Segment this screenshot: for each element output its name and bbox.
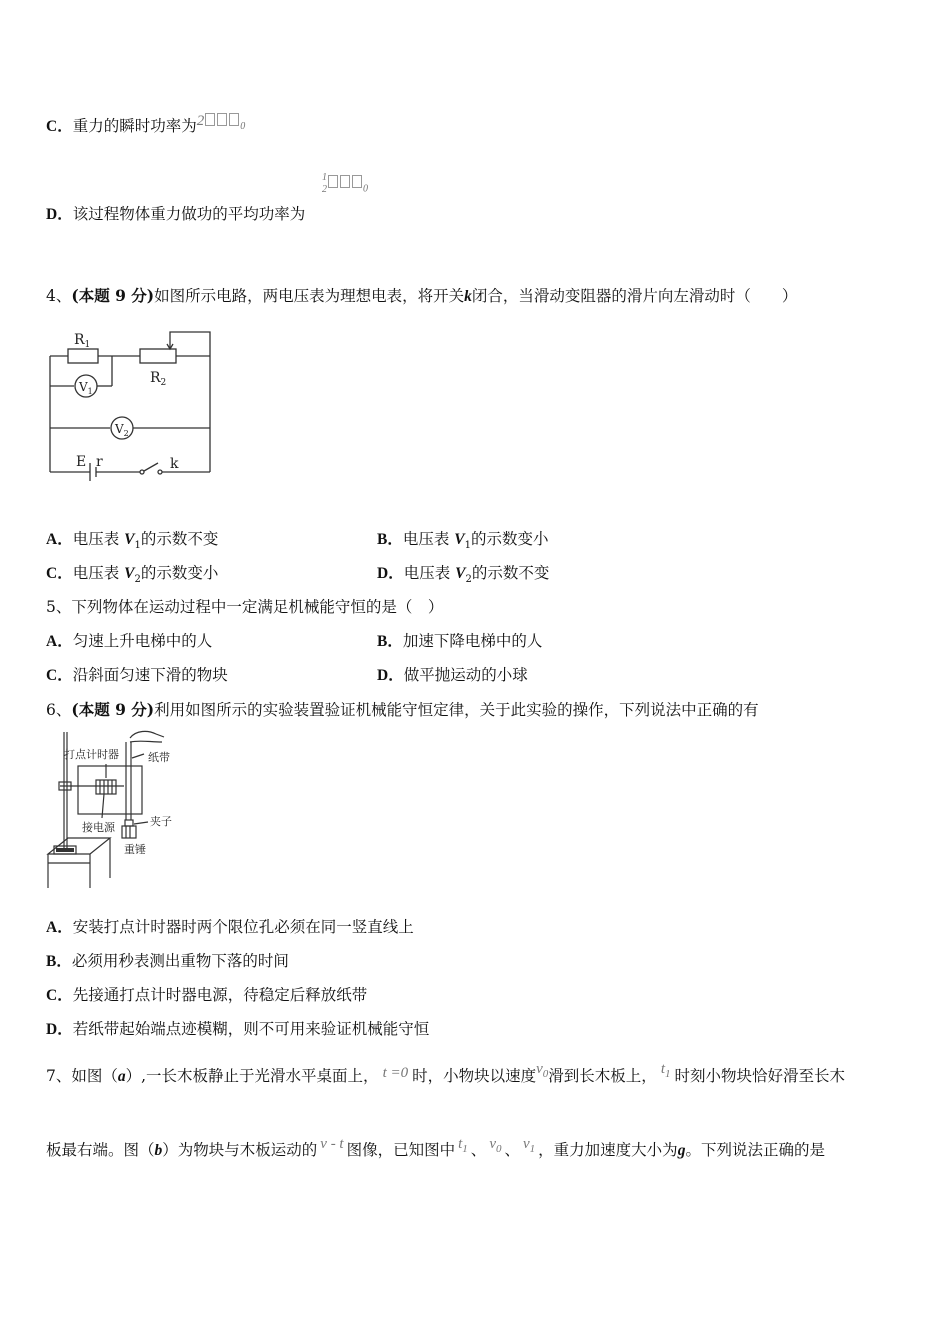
svg-text:V2: $V_2$ <box>115 422 129 438</box>
svg-text:打点计时器: 打点计时器 <box>64 748 119 761</box>
weight <box>122 826 136 838</box>
svg-text:纸带: 纸带 <box>148 751 170 764</box>
svg-text:接电源: 接电源 <box>82 821 115 834</box>
svg-text:R1: $R_1$ <box>74 332 91 350</box>
q4-stem: 4、(本题 9 分)如图所示电路，两电压表为理想电表，将开关k闭合，当滑动变阻器的滑片向左滑动时（ ） <box>46 286 798 305</box>
q6-option-a: A．安装打点计时器时两个限位孔必须在同一竖直线上 <box>46 918 414 936</box>
q3-option-d <box>46 202 305 224</box>
svg-text:重锤: 重锤 <box>124 843 146 856</box>
formula: 2 $_0$ <box>196 113 246 132</box>
q6-option-d: D．若纸带起始端点迹模糊，则不可用来验证机械能守恒 <box>46 1020 430 1038</box>
q3-option-c <box>46 114 245 138</box>
svg-text:E: E <box>76 454 87 470</box>
option-text: 该过程物体重力做功的平均功率为 <box>72 205 306 223</box>
q5-option-d: D．做平抛运动的小球 <box>377 666 528 684</box>
q6-option-c: C．先接通打点计时器电源，待稳定后释放纸带 <box>46 986 368 1004</box>
q5-stem: 5、下列物体在运动过程中一定满足机械能守恒的是（ ） <box>46 598 444 616</box>
circuit-diagram <box>44 322 224 492</box>
option-text: 重力的瞬时功率为 <box>72 117 197 135</box>
q5-option-c: C．沿斜面匀速下滑的物块 <box>46 666 228 684</box>
q4-option-d: D．电压表 $V_2$的示数不变 <box>377 564 550 586</box>
q6-stem: 6、(本题 9 分)利用如图所示的实验装置验证机械能守恒定律，关于此实验的操作，下列说法中正确的有 <box>46 700 759 719</box>
q5-option-a: A．匀速上升电梯中的人 <box>46 632 213 650</box>
svg-text:V1: $V_1$ <box>79 380 93 396</box>
apparatus-diagram <box>44 728 194 893</box>
q6-option-b: B．必须用秒表测出重物下落的时间 <box>46 952 289 970</box>
timer-coil <box>96 780 116 794</box>
rheostat-r2 <box>140 349 176 363</box>
q4-option-b: B．电压表 $V_1$的示数变小 <box>377 530 549 552</box>
q7-line-1: 7、如图（a）,一长木板静止于光滑水平桌面上， t =0 时，小物块以速度$v_0$滑到长木板上， $t_1$ 时刻小物块恰好滑至长木 <box>46 1061 845 1085</box>
svg-text:R2: $R_2$ <box>150 370 167 388</box>
q3-d-formula: 1 2 $_0$ <box>322 172 368 195</box>
svg-text:r: r <box>96 454 103 470</box>
q5-option-b: B．加速下降电梯中的人 <box>377 632 543 650</box>
svg-text:k: k <box>170 456 179 472</box>
resistor-r1 <box>68 349 98 363</box>
option-label: C． <box>46 118 73 135</box>
option-label: D． <box>46 206 73 223</box>
q4-option-c: C．电压表 $V_2$的示数变小 <box>46 564 219 586</box>
q7-line-2: 板最右端。图（b）为物块与木板运动的 v - t 图像，已知图中 $t_1$ 、 $v_0$ 、 $v_1$ ，重力加速度大小为g。下列说法正确的是 <box>46 1136 825 1159</box>
switch-k <box>144 463 158 471</box>
timer-frame <box>78 766 142 814</box>
q4-option-a: A．电压表 $V_1$的示数不变 <box>46 530 219 552</box>
svg-text:夹子: 夹子 <box>150 815 172 828</box>
